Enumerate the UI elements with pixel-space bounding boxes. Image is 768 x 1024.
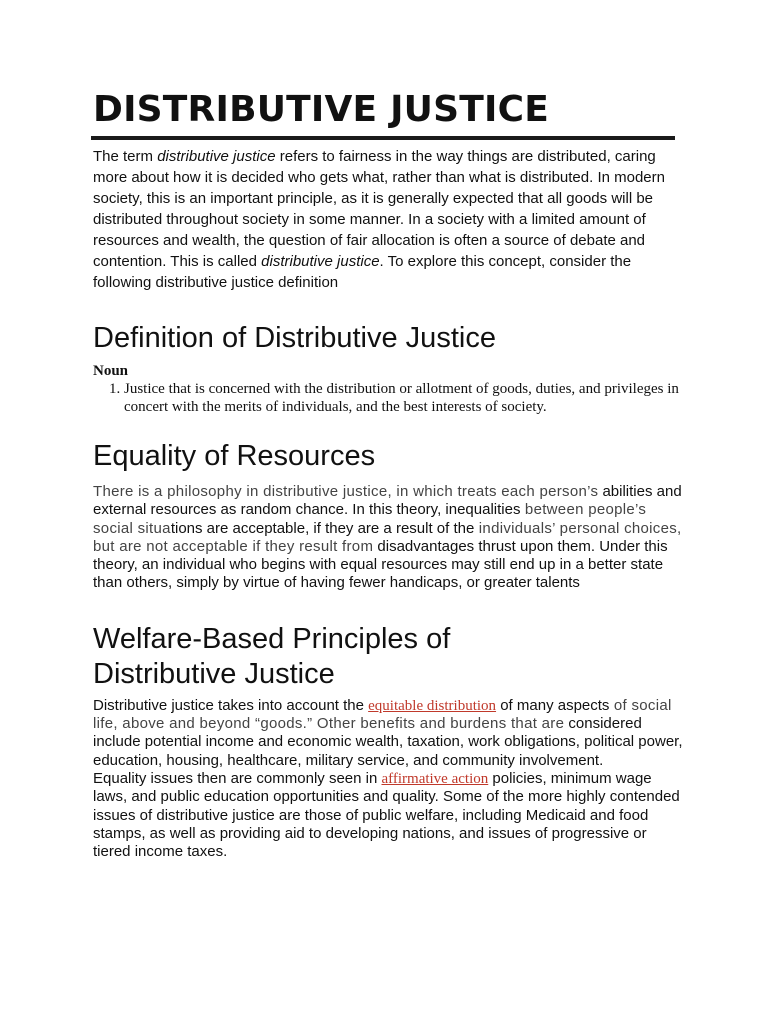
welfare-paragraph-1 <box>93 697 683 770</box>
welfare-text-6: policies, minimum wage laws, and public education opportunities and quality. Some of the more highly contended issues of distributive justice are those of public welfare, including Medicaid and food stamps, as well as providing aid to developing nations, and issues of progressive or tiered income taxes. <box>93 769 680 861</box>
equality-text-6: disadvantages thrust upon them. Under this theory, an individual who begins with equal resources may still end up in a better state than others, simply by virtue of having fewer handicaps, or greater talents <box>93 537 668 592</box>
part-of-speech: Noun <box>93 363 129 379</box>
welfare-paragraph-2 <box>93 770 683 861</box>
definition-heading: Definition of Distributive Justice <box>93 322 496 354</box>
equitable-distribution-link[interactable]: equitable distribution <box>368 697 497 714</box>
intro-text-2: refers to fairness in the way things are distributed, caring more about how it is decided who gets what, rather than what is distributed. In modern society, this is an important principle, as it is generally expected that all goods will be distributed throughout society in some manner. In a society with a limited amount of resources and wealth, the question of fair allocation is often a source of debate and contention. This is called <box>93 148 665 270</box>
welfare-text-2: of many aspects <box>496 696 610 714</box>
article <box>93 86 683 861</box>
equality-text-1: There is a philosophy in distributive justice, in which treats each person’s <box>93 483 599 500</box>
welfare-text-5: Equality issues then are commonly seen in <box>93 769 382 787</box>
definition-item: 1. Justice that is concerned with the distribution or allotment of goods, duties, and privileges in concert with the merits of individuals, and the best interests of society. <box>124 380 683 416</box>
intro-term-2: distributive justice <box>261 253 380 270</box>
intro-term-1: distributive justice <box>157 148 276 165</box>
title-underline <box>91 136 675 140</box>
equality-paragraph <box>93 483 683 593</box>
intro-paragraph <box>93 146 683 293</box>
page-title: DISTRIBUTIVE JUSTICE <box>93 89 550 130</box>
welfare-heading-line-2: Distributive Justice <box>93 657 335 690</box>
intro-text-3: . To explore this concept, consider the following distributive justice definition <box>93 253 632 291</box>
equality-text-4: tions are acceptable, if they are a result of the <box>170 519 475 537</box>
welfare-text-3: of social life, above and beyond “goods.” Other benefits and burdens that are <box>93 696 672 733</box>
equality-text-3: between people’s social situa <box>93 501 647 537</box>
welfare-text-1: Distributive justice takes into account the <box>93 696 369 714</box>
welfare-heading <box>93 622 683 692</box>
definition-list <box>93 380 683 416</box>
welfare-heading-line-1: Welfare-Based Principles of <box>93 622 451 655</box>
equality-text-5: individuals’ personal choices, but are not acceptable if they result from <box>93 519 682 555</box>
equality-text-2: abilities and external resources as random chance. In this theory, inequalities <box>93 483 682 519</box>
equality-heading: Equality of Resources <box>93 440 376 472</box>
intro-text-1: The term <box>93 148 158 165</box>
welfare-text-4: considered include potential income and economic wealth, taxation, work obligations, political power, education, housing, healthcare, military service, and community involvement. <box>93 715 683 769</box>
affirmative-action-link[interactable]: affirmative action <box>381 770 489 787</box>
